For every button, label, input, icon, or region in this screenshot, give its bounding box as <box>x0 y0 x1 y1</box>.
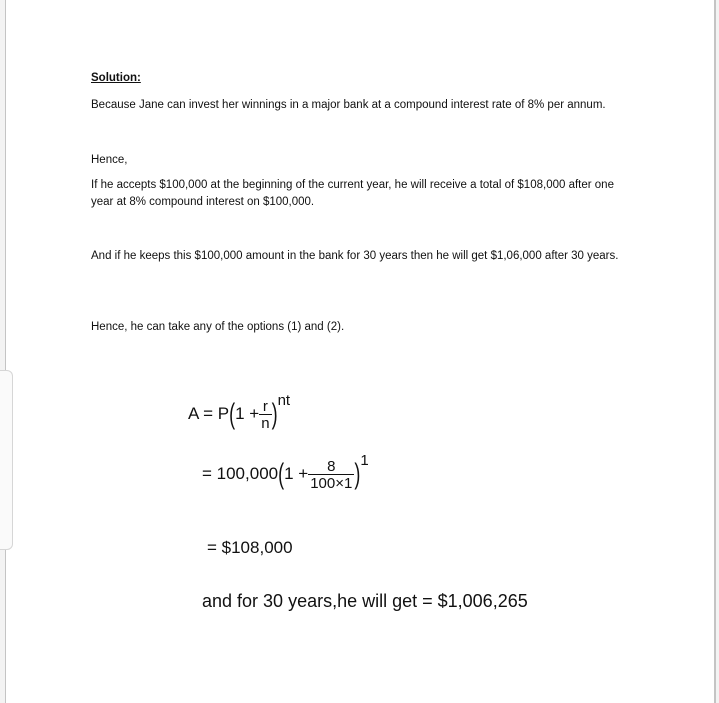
one-year-result: = $108,000 <box>207 538 293 557</box>
left-paren: ( <box>229 397 236 430</box>
substitution-fraction <box>308 459 354 491</box>
paragraph-one-year: If he accepts $100,000 at the beginning of the current year, he will receive a total of $108,000 after one year at 8% compound interest on $100,000. <box>91 179 614 208</box>
formula-numerator: r <box>262 397 268 415</box>
document-page <box>5 0 716 703</box>
formula-fraction <box>259 399 271 431</box>
substitution-exponent: 1 <box>360 452 369 469</box>
substitution-one-plus: 1 + <box>284 464 309 483</box>
substitution-lhs: = 100,000 <box>202 464 279 483</box>
formula-lhs: A = P <box>188 404 230 423</box>
substitution-formula <box>202 452 369 491</box>
paragraph-thirty-years: And if he keeps this $100,000 amount in the bank for 30 years then he will get $1,06,000 after 30 years. <box>91 250 619 262</box>
formula-denominator: n <box>261 414 270 432</box>
paragraph-hence: Hence, <box>91 154 128 166</box>
formula-one-plus: 1 + <box>235 404 260 423</box>
paragraph-options: Hence, he can take any of the options (1) and (2). <box>91 321 345 333</box>
side-panel-handle[interactable] <box>0 370 13 550</box>
solution-heading: Solution: <box>91 72 141 84</box>
compound-interest-formula <box>188 392 290 431</box>
substitution-numerator: 8 <box>327 457 336 475</box>
right-paren: ) <box>354 457 361 490</box>
paragraph-intro: Because Jane can invest her winnings in a major bank at a compound interest rate of 8% per annum. <box>91 99 606 111</box>
substitution-denominator: 100×1 <box>310 474 353 492</box>
right-paren: ) <box>271 397 278 430</box>
thirty-year-result: and for 30 years,he will get = $1,006,265 <box>202 591 528 611</box>
left-paren: ( <box>278 457 285 490</box>
formula-exponent: nt <box>277 392 291 409</box>
